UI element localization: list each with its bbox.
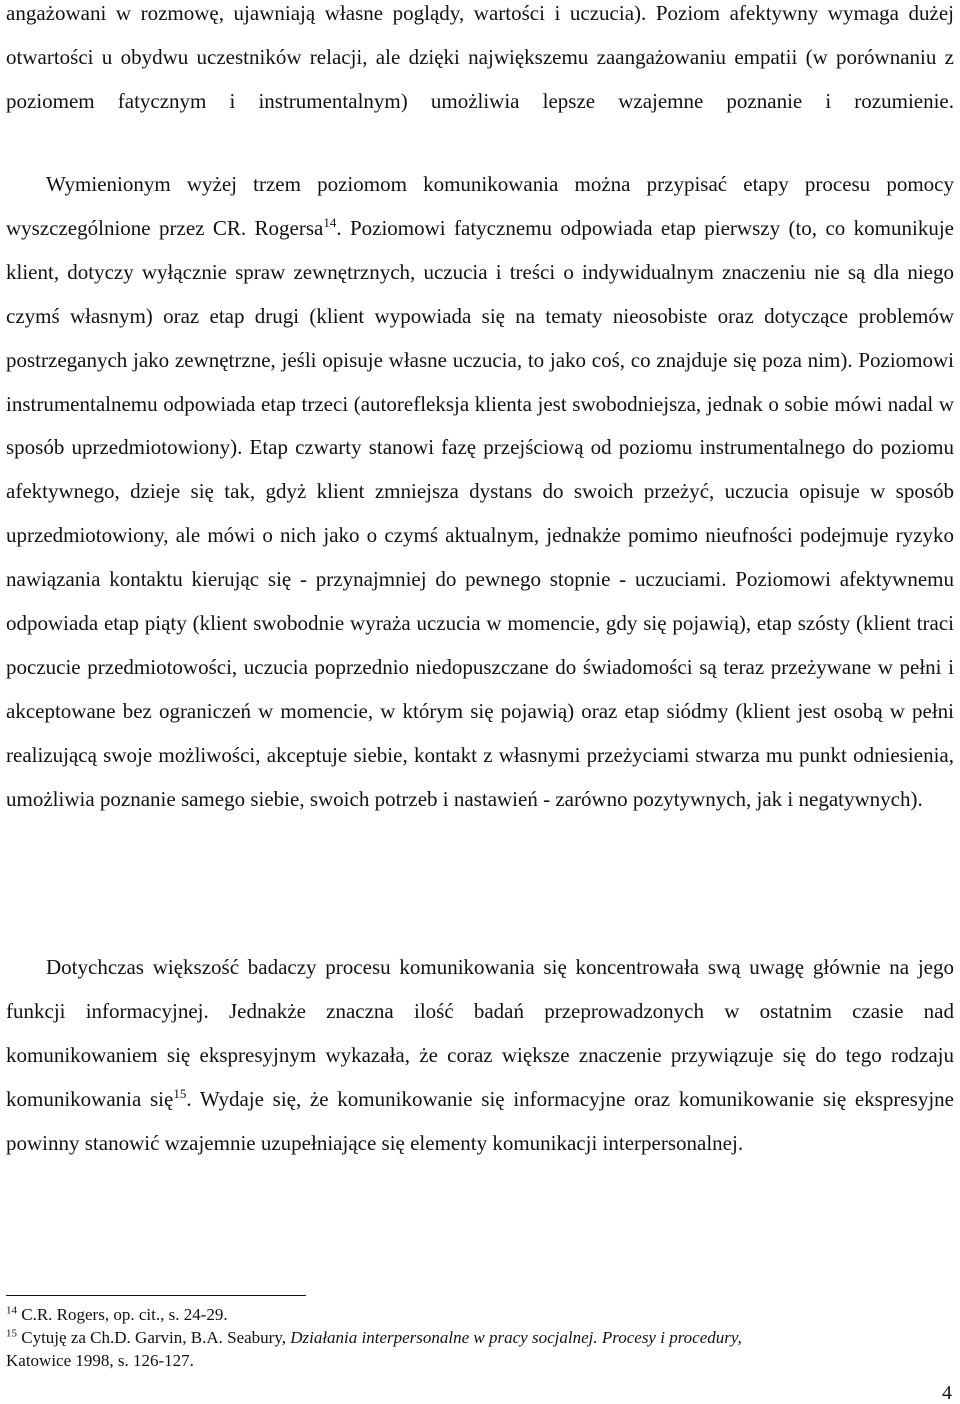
paragraph-3-text-start: Dotychczas większość badaczy procesu komunikowania się koncentrowała swą uwagę głównie na jego funkcji informacyjnej. Jednakże znaczna ilość badań przeprowadzonych w ostatnim czasie nad komunikowaniem się ekspresyjnym wykazała, że coraz większe znaczenie przywiązuje się do tego rodzaju komunikowania się <box>6 955 954 1111</box>
footnotes <box>6 1303 954 1372</box>
footnote-number: 15 <box>6 1327 17 1340</box>
footnote-15 <box>6 1326 954 1372</box>
paragraph-3 <box>6 946 954 1166</box>
footnote-text: C.R. Rogers, op. cit., s. 24-29. <box>21 1305 228 1324</box>
footnote-ref-15[interactable]: 15 <box>173 1085 187 1101</box>
paragraph-1-text: angażowani w rozmowę, ujawniają własne poglądy, wartości i uczucia). Poziom afektywny wymaga dużej otwartości u obydwu uczestników relacji, ale dzięki największemu zaangażowaniu empatii (w porównaniu z poziomem fatycznym i instrumentalnym) umożliwia lepsze wzajemne poznanie i rozumienie. <box>6 1 954 113</box>
paragraph-2-text-end: . Poziomowi fatycznemu odpowiada etap pierwszy (to, co komunikuje klient, dotyczy wyłącznie spraw zewnętrznych, uczucia i treści o indywidualnym znaczeniu nie są dla niego czymś własnym) oraz etap drugi (klient wypowiada się na tematy nieosobiste oraz dotyczące problemów postrzeganych jako zewnętrzne, jeśli opisuje własne uczucia, to jako coś, co znajduje się poza nim). Poziomowi instrumentalnemu odpowiada etap trzeci (autorefleksja klienta jest swobodniejsza, jednak o sobie mówi nadal w sposób uprzedmiotowiony). Etap czwarty stanowi fazę przejściową od poziomu instrumentalnego do poziomu afektywnego, dzieje się tak, gdyż klient zmniejsza dystans do swoich przeżyć, uczucia opisuje w sposób uprzedmiotowiony, ale mówi o nich jako o czymś aktualnym, jednakże pomimo nieufności podejmuje ryzyko nawiązania kontaktu kierując się - przynajmniej do pewnego stopnie - uczuciami. Poziomowi afektywnemu odpowiada etap piąty (klient swobodnie wyraża uczucia w momencie, gdy się pojawią), etap szósty (klient traci poczucie przedmiotowości, uczucia poprzednio niedopuszczane do świadomości są teraz przeżywane w pełni i akceptowane bez ograniczeń w momencie, w którym się pojawią) oraz etap siódmy (klient jest osobą w pełni realizującą swoje możliwości, akceptuje siebie, kontakt z własnymi przeżyciami stwarza mu punkt odniesienia, umożliwia poznanie samego siebie, swoich potrzeb i nastawień - zarówno pozytywnych, jak i negatywnych). <box>6 215 954 811</box>
paragraph-2-text-start: Wymienionym wyżej trzem poziomom komunikowania można przypisać etapy procesu pomocy wyszczególnione przez CR. Rogersa <box>6 172 954 240</box>
footnote-ref-14[interactable]: 14 <box>323 214 337 230</box>
footnote-text: Cytuję za Ch.D. Garvin, B.A. Seabury, <box>21 1328 286 1347</box>
paragraph-3-text-end: . Wydaje się, że komunikowanie się informacyjne oraz komunikowanie się ekspresyjne powinny stanowić wzajemnie uzupełniające się elementy komunikacji interpersonalnej. <box>6 1086 954 1155</box>
page-number: 4 <box>942 1382 952 1404</box>
footnote-14 <box>6 1303 954 1326</box>
footnote-number: 14 <box>6 1304 17 1317</box>
footnote-cited-title: Działania interpersonalne w pracy socjalnej. Procesy i procedury, <box>290 1328 742 1347</box>
footnote-divider <box>6 1295 306 1296</box>
footnote-text-continued: Katowice 1998, s. 126-127. <box>6 1351 194 1370</box>
paragraph-2 <box>6 163 954 822</box>
paragraph-1 <box>6 0 954 124</box>
